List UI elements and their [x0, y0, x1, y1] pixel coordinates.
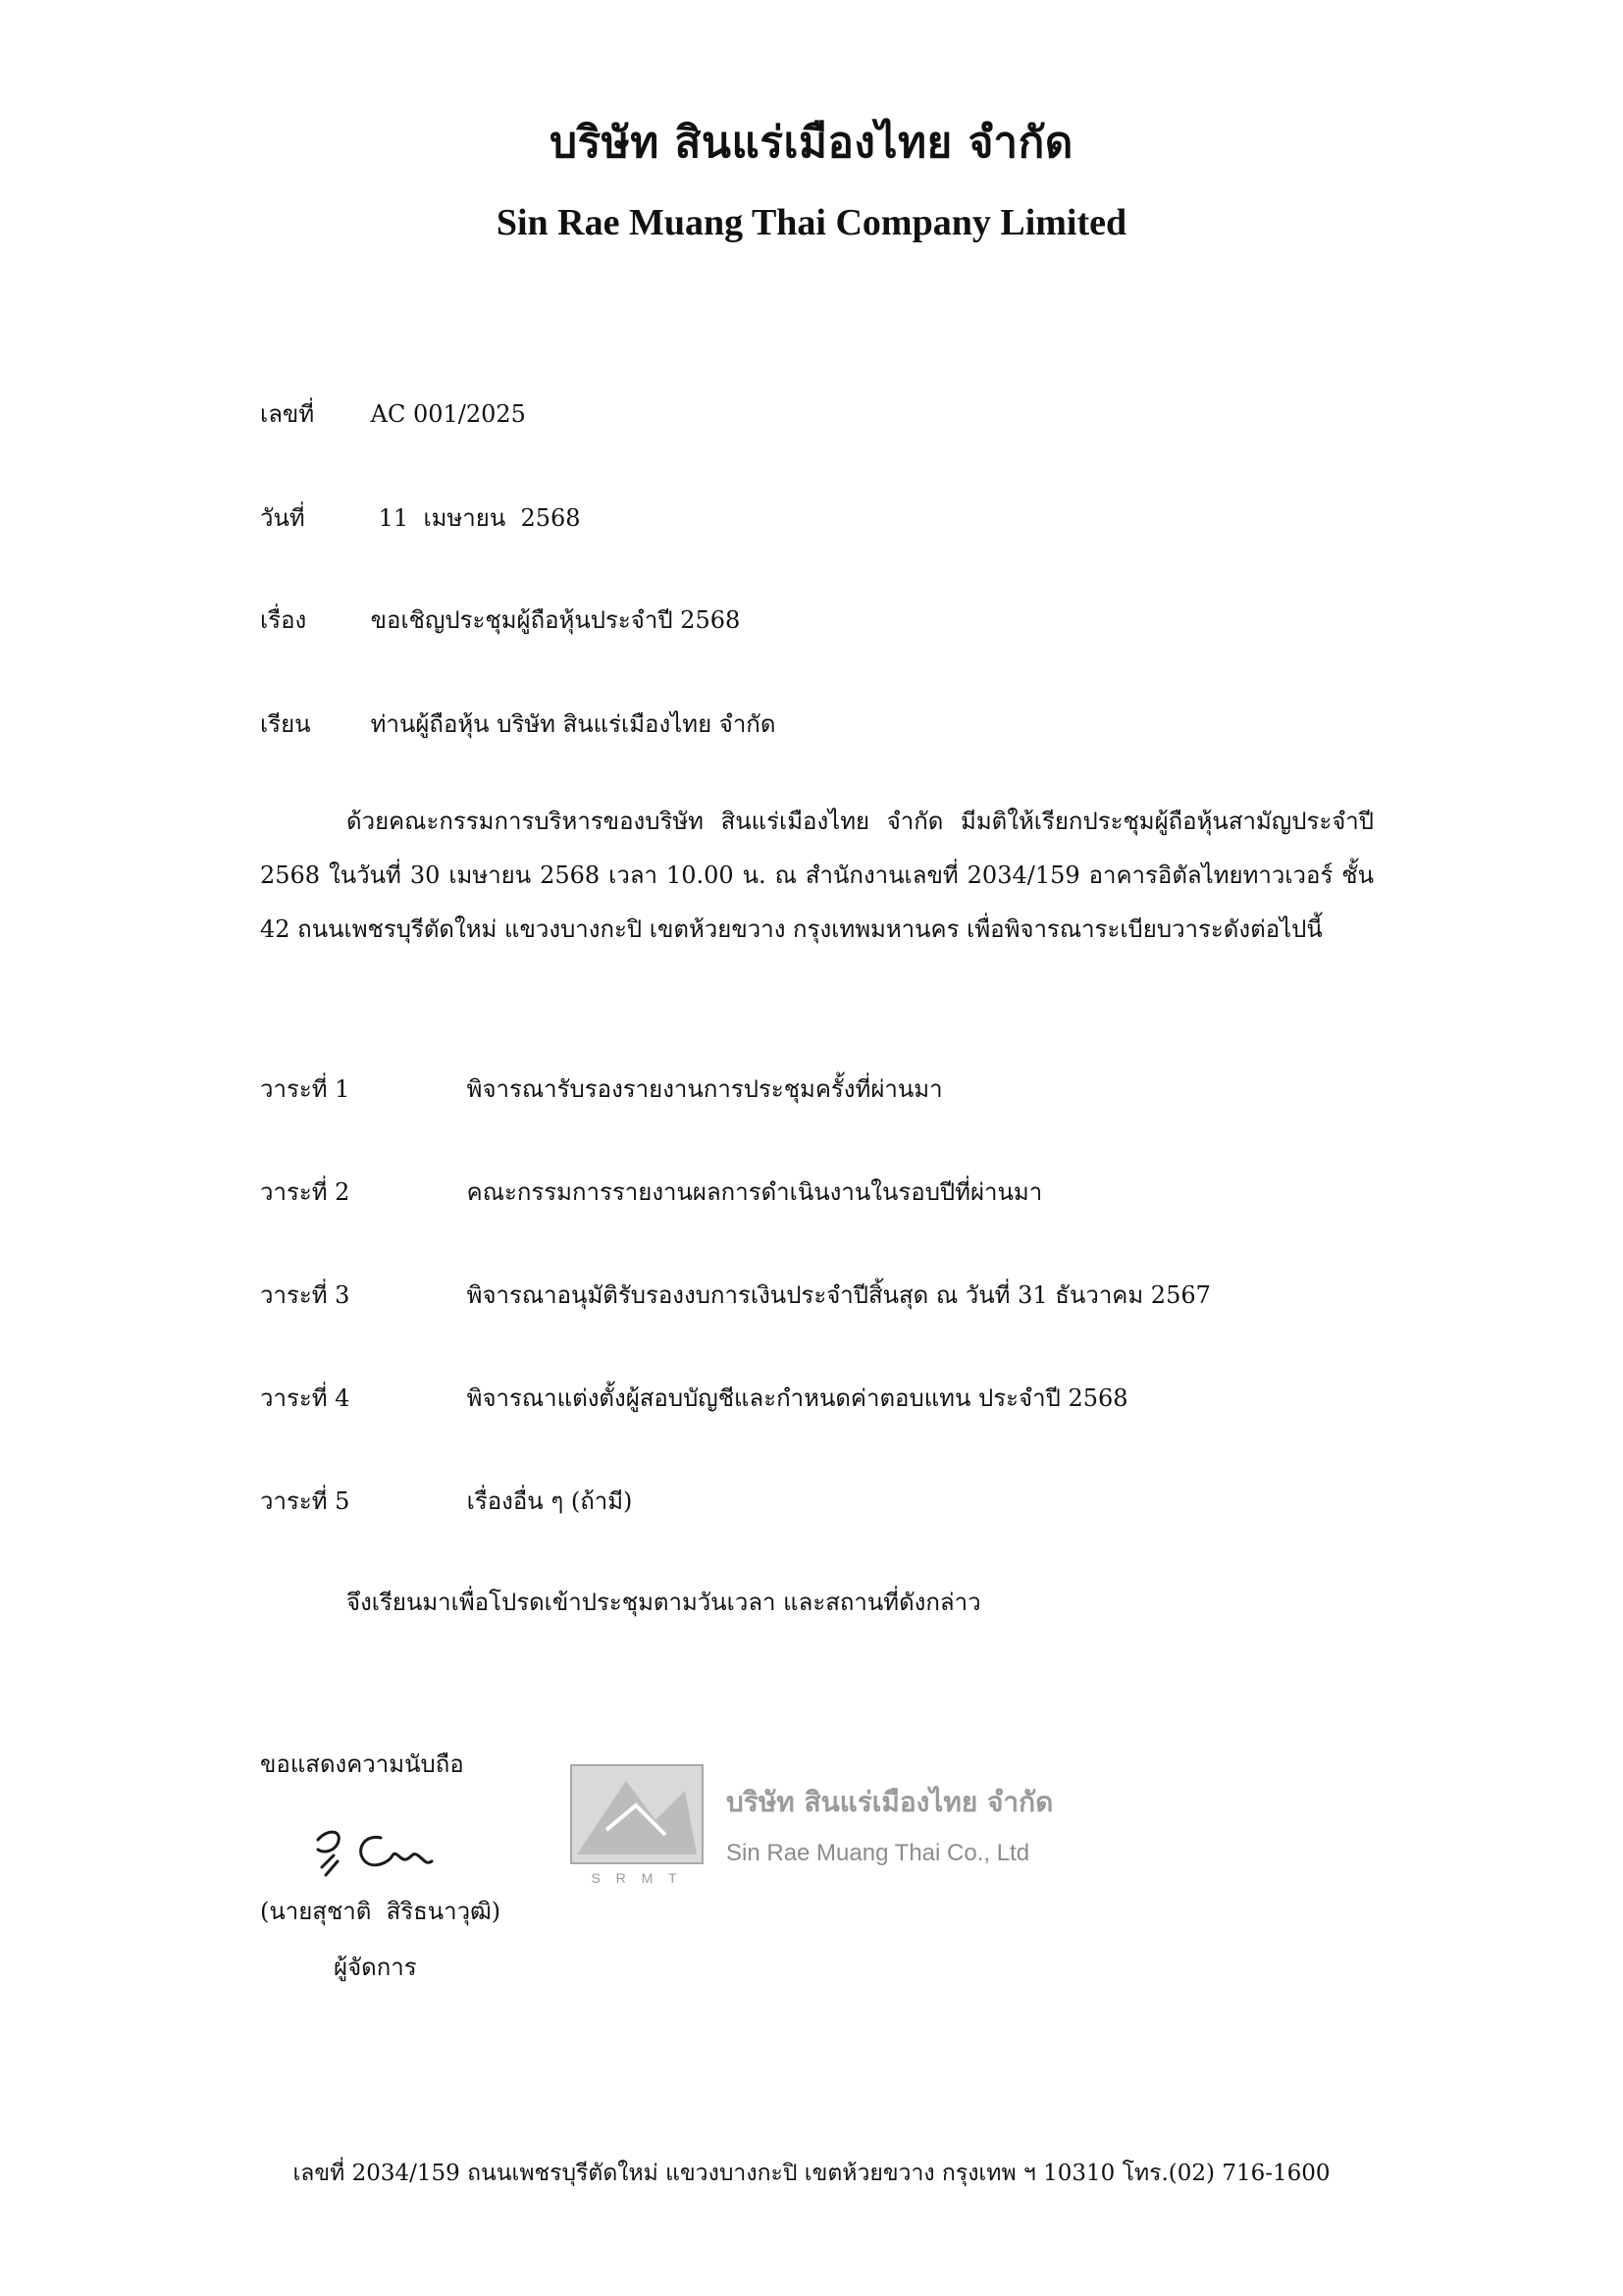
agenda-item-text: พิจารณาอนุมัติรับรองงบการเงินประจำปีสิ้นสุด ณ วันที่ 31 ธันวาคม 2567: [466, 1281, 1211, 1309]
agenda-item: [260, 1173, 1042, 1211]
letter-recipient: [260, 704, 775, 743]
agenda-item-label: วาระที่ 1: [260, 1075, 350, 1103]
letter-date: [260, 498, 581, 537]
letter-recipient-label: เรียน: [260, 710, 311, 738]
agenda-item: [260, 1070, 943, 1108]
company-name-thai: บริษัท สินแร่เมืองไทย จำกัด: [550, 118, 1073, 168]
agenda-item-label: วาระที่ 2: [260, 1178, 350, 1206]
letter-subject-value: ขอเชิญประชุมผู้ถือหุ้นประจำปี 2568: [370, 606, 741, 634]
signer-name: (นายสุชาติ สิริธนาวุฒิ): [260, 1898, 501, 1925]
letter-subject: [260, 600, 740, 639]
company-name-english: Sin Rae Muang Thai Company Limited: [496, 202, 1127, 243]
regards-text: ขอแสดงความนับถือ: [260, 1750, 464, 1778]
signature-image: [304, 1810, 451, 1894]
agenda-item: [260, 1379, 1128, 1417]
agenda-item-label: วาระที่ 3: [260, 1281, 350, 1309]
closing-sentence: จึงเรียนมาเพื่อโปรดเข้าประชุมตามวันเวลา และสถานที่ดังกล่าว: [346, 1589, 981, 1616]
agenda-item-text: คณะกรรมการรายงานผลการดำเนินงานในรอบปีที่ผ่านมา: [466, 1178, 1043, 1206]
company-stamp-logo: [567, 1761, 707, 1889]
signer-title: ผู้จัดการ: [334, 1954, 417, 1981]
svg-text:S R M T: S R M T: [591, 1870, 683, 1886]
body-paragraph: ด้วยคณะกรรมการบริหารของบริษัท สินแร่เมืองไทย จำกัด มีมติให้เรียกประชุมผู้ถือหุ้นสามัญประจำปี 2568 ในวันที่ 30 เมษายน 2568 เวลา 10.00 น. ณ สำนักงานเลขที่ 2034/159 อาคารอิตัลไทยทาวเวอร์ ชั้น 42 ถนนเพชรบุรีตัดใหม่ แขวงบางกะปิ เขตห้วยขวาง กรุงเทพมหานคร เพื่อพิจารณาระเบียบวาระดังต่อไปนี้: [260, 808, 1374, 943]
letter-number-label: เลขที่: [260, 400, 315, 428]
footer-address: เลขที่ 2034/159 ถนนเพชรบุรีตัดใหม่ แขวงบางกะปิ เขตห้วยขวาง กรุงเทพ ฯ 10310 โทร.(02) 716-1600: [292, 2161, 1331, 2186]
agenda-item-label: วาระที่ 5: [260, 1487, 350, 1515]
stamp-company-name-english: Sin Rae Muang Thai Co., Ltd: [726, 1840, 1030, 1866]
letter-number-value: AC 001/2025: [370, 400, 526, 428]
agenda-item-text: พิจารณาแต่งตั้งผู้สอบบัญชีและกำหนดค่าตอบแทน ประจำปี 2568: [466, 1384, 1128, 1412]
letter-date-value: 11 เมษายน 2568: [378, 504, 581, 532]
letter-subject-label: เรื่อง: [260, 606, 307, 634]
agenda-item: [260, 1276, 1211, 1314]
stamp-company-name-thai: บริษัท สินแร่เมืองไทย จำกัด: [726, 1786, 1054, 1818]
agenda-item-text: พิจารณารับรองรายงานการประชุมครั้งที่ผ่านมา: [466, 1075, 943, 1103]
letter-recipient-value: ท่านผู้ถือหุ้น บริษัท สินแร่เมืองไทย จำกัด: [370, 710, 776, 738]
agenda-item: [260, 1482, 632, 1520]
agenda-item-text: เรื่องอื่น ๆ (ถ้ามี): [466, 1487, 633, 1515]
letter-number: [260, 394, 526, 433]
letter-date-label: วันที่: [260, 504, 305, 532]
agenda-item-label: วาระที่ 4: [260, 1384, 350, 1412]
